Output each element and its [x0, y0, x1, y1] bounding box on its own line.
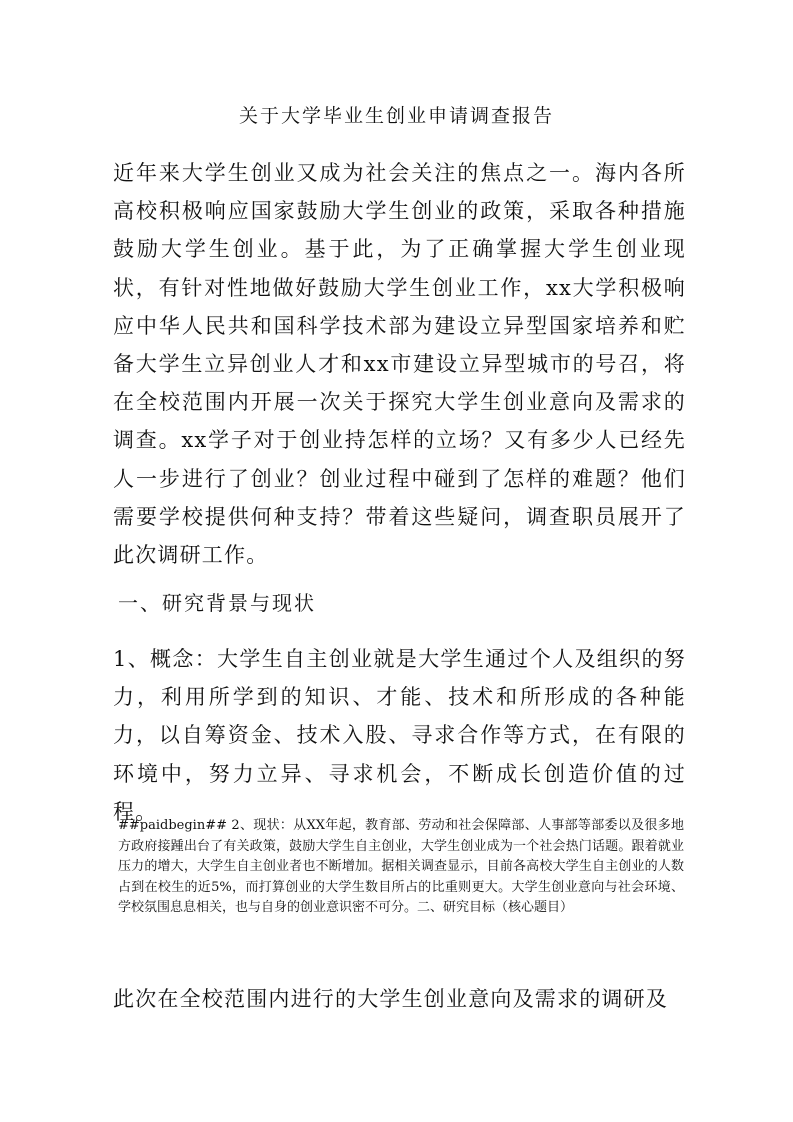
document-title: 关于大学毕业生创业申请调查报告 — [238, 105, 554, 127]
objective-paragraph-start: 此次在全校范围内进行的大学生创业意向及需求的调研及 — [113, 987, 668, 1011]
section-heading: 一、研究背景与现状 — [118, 591, 316, 615]
status-paragraph: ##paidbegin## 2、现状：从XX年起，教育部、劳动和社会保障部、人事部等部委以及很多地方政府接踵出台了有关政策，鼓励大学生自主创业，大学生创业成为一个社会热门话题。跟着就业压力的增大，大学生自主创业者也不断增加。据相关调查显示，目前各高校大学生自主创业的人数占到在校生的近5%，而打算创业的大学生数目所占的比重则更大。大学生创业意向与社会环境、学校氛围息息相关，也与自身的创业意识密不可分。二、研究目标（核心题目） — [118, 818, 684, 915]
intro-paragraph: 近年来大学生创业又成为社会关注的焦点之一。海内各所高校积极响应国家鼓励大学生创业的政策，采取各种措施鼓励大学生创业。基于此，为了正确掌握大学生创业现状，有针对性地做好鼓励大学生创业工作，xx大学积极响应中华人民共和国科学技术部为建设立异型国家培养和贮备大学生立异创业人才和xx市建设立异型城市的号召，将在全校范围内开展一次关于探究大学生创业意向及需求的调查。xx学子对于创业持怎样的立场？又有多少人已经先人一步进行了创业？创业过程中碰到了怎样的难题？他们需要学校提供何种支持？带着这些疑问，调查职员展开了此次调研工作。 — [113, 161, 686, 568]
concept-paragraph: 1、概念：大学生自主创业就是大学生通过个人及组织的努力，利用所学到的知识、才能、技术和所形成的各种能力，以自筹资金、技术入股、寻求合作等方式，在有限的环境中，努力立异、寻求机会，不断成长创造价值的过程。 — [113, 647, 686, 824]
